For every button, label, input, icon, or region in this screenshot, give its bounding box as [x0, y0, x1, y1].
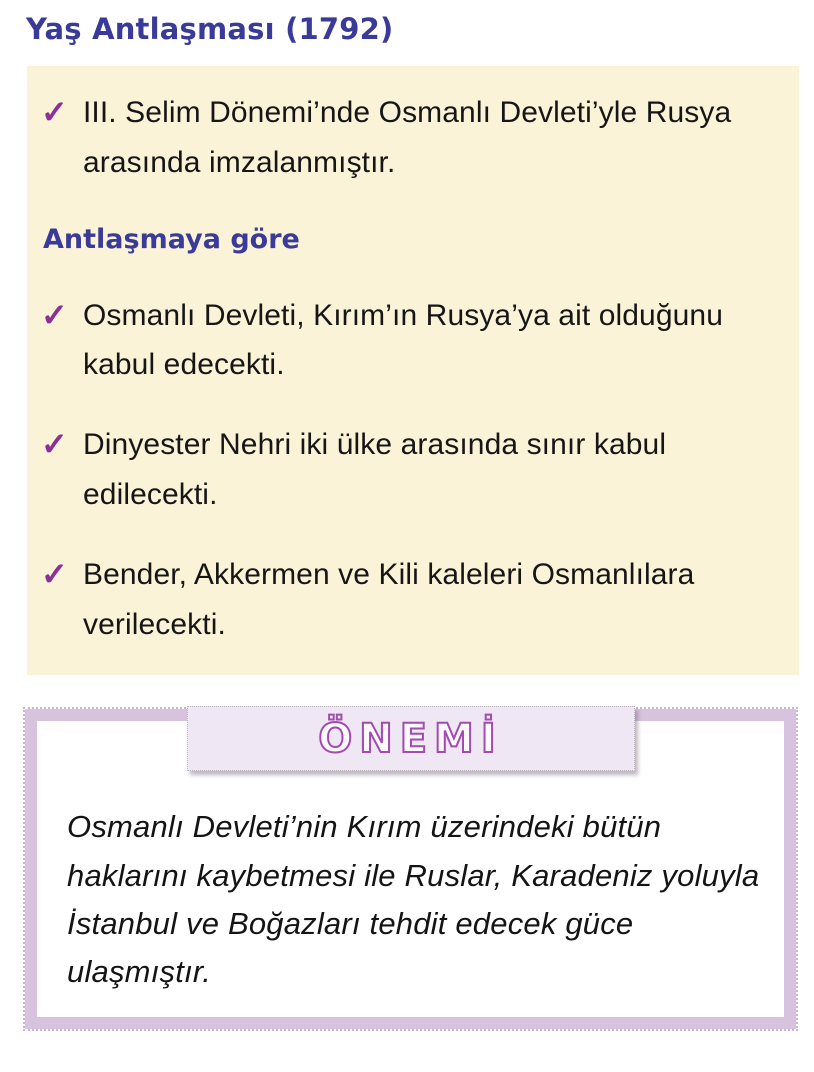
checkmark-icon: ✓	[41, 94, 68, 130]
bullet-text-intro: III. Selim Dönemi’nde Osmanlı Devleti’yle Rusya arasında imzalanmıştır.	[83, 96, 732, 179]
importance-text: Osmanlı Devleti’nin Kırım üzerindeki bütün haklarını kaybetmesi ile Ruslar, Karadeniz yoluyla İstanbul ve Boğazları tehdit edecek güce ulaşmıştır.	[67, 809, 760, 990]
importance-tab	[187, 706, 635, 771]
bullet-item-intro	[35, 88, 785, 188]
treaty-terms-subheading: Antlaşmaya göre	[43, 223, 300, 255]
bullet-item-term-3	[35, 550, 785, 650]
bullet-item-term-1	[35, 291, 785, 391]
bullet-text-term-3: Bender, Akkermen ve Kili kaleleri Osmanlılara verilecekti.	[83, 557, 695, 641]
checkmark-icon: ✓	[41, 296, 68, 333]
treaty-note-box	[27, 66, 799, 675]
bullet-text-term-2: Dinyester Nehri iki ülke arasında sınır kabul edilecekti.	[83, 428, 667, 511]
bullet-item-term-2	[35, 420, 785, 520]
checkmark-icon: ✓	[41, 555, 68, 592]
importance-label: ÖNEMİ	[318, 715, 503, 762]
page-title: Yaş Antlaşması (1792)	[26, 12, 394, 46]
importance-box	[25, 709, 796, 1028]
bullet-text-term-1: Osmanlı Devleti, Kırım’ın Rusya’ya ait olduğunu kabul edecekti.	[83, 298, 723, 382]
checkmark-icon: ✓	[41, 426, 68, 463]
